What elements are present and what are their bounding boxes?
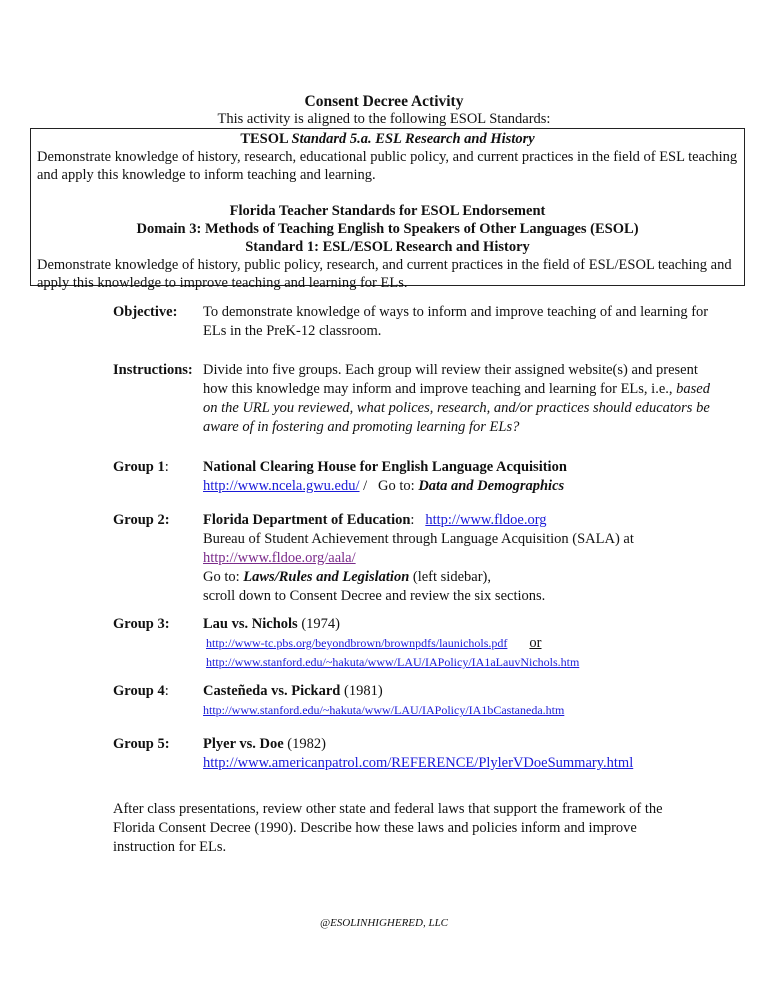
ncela-link[interactable]: http://www.ncela.gwu.edu/: [203, 478, 360, 494]
fl-text: Demonstrate knowledge of history, public policy, research, and current practices in the field of ESL/ESOL teaching and apply this knowledge to improve teaching and learning for ELs.: [37, 257, 732, 291]
tesol-text: Demonstrate knowledge of history, research, educational public policy, and current practices in the field of ESL teaching and apply this knowledge to inform teaching and learning.: [37, 149, 738, 183]
pbs-link[interactable]: http://www-tc.pbs.org/beyondbrown/brownpdfs/launichols.pdf: [206, 636, 508, 650]
objective-section: [113, 303, 713, 341]
objective-text: To demonstrate knowledge of ways to inform and improve teaching of and learning for ELs in the PreK-12 classroom.: [203, 304, 709, 339]
fldoe-link[interactable]: http://www.fldoe.org: [425, 512, 547, 528]
sala-text: Bureau of Student Achievement through Language Acquisition (SALA) at: [203, 531, 634, 547]
group-1-label: Group 1:: [113, 459, 169, 475]
group-2: Group 2: Florida Department of Education: http://www.fldoe.org Bureau of Student Achievement through Language Acquisition (SALA) at http://www.fldoe.org/aala/ Go to: Laws/Rules and Legislation (left sidebar), scroll down to Consent Decree and review the six sections.: [113, 511, 713, 606]
group-3-label: Group 3:: [113, 616, 170, 632]
group-3: Group 3: Lau vs. Nichols (1974) http://www-tc.pbs.org/beyondbrown/brownpdfs/launichols.pdf or http://www.stanford.edu/~hakuta/www/LAU/IAPolicy/IA1aLauvNichols.htm: [113, 616, 580, 669]
group-1-name: National Clearing House for English Language Acquisition: [203, 459, 567, 475]
instructions-label: Instructions:: [113, 362, 193, 378]
footer-credit: @ESOLINHIGHERED, LLC: [319, 917, 449, 929]
group-2-name: Florida Department of Education: [203, 512, 411, 528]
group-5-name: Plyer vs. Doe: [203, 736, 284, 752]
group-3-name: Lau vs. Nichols: [203, 616, 298, 632]
group-4-name: Casteñeda vs. Pickard: [203, 683, 341, 699]
or-text: or: [529, 635, 542, 651]
fl-standard: Standard 1: ESL/ESOL Research and History: [245, 239, 530, 255]
group-5-label: Group 5:: [113, 736, 170, 752]
group-4: Group 4: Casteñeda vs. Pickard (1981) http://www.stanford.edu/~hakuta/www/LAU/IAPolicy/IA1bCastaneda.htm: [113, 683, 565, 717]
scroll-instruction: scroll down to Consent Decree and review the six sections.: [203, 588, 546, 604]
tesol-heading: TESOL Standard 5.a. ESL Research and History: [240, 131, 535, 147]
group-4-label: Group 4:: [113, 683, 169, 699]
stanford-castaneda-link[interactable]: http://www.stanford.edu/~hakuta/www/LAU/IAPolicy/IA1bCastaneda.htm: [203, 703, 565, 717]
instructions-section: [113, 361, 713, 437]
closing-paragraph: After class presentations, review other state and federal laws that support the framework of the Florida Consent Decree (1990). Describe how these laws and policies inform and improve instruction for ELs.: [113, 801, 663, 855]
group-1: Group 1: National Clearing House for English Language Acquisition http://www.ncela.gwu.edu/ / Go to: Data and Demographics: [113, 458, 713, 496]
document-title: Consent Decree Activity: [304, 93, 464, 110]
fl-heading: Florida Teacher Standards for ESOL Endorsement: [229, 203, 546, 219]
stanford-lau-link[interactable]: http://www.stanford.edu/~hakuta/www/LAU/IAPolicy/IA1aLauvNichols.htm: [206, 655, 580, 669]
objective-label: Objective:: [113, 304, 178, 320]
instructions-text: Divide into five groups. Each group will review their assigned website(s) and present how this knowledge may inform and improve teaching and learning for ELs, i.e., based on the URL you reviewed, what polices, research, and/or practices should educators be aware of in fostering and promoting learning for ELs?: [203, 362, 710, 435]
standards-box: [30, 128, 745, 291]
group-2-label: Group 2:: [113, 512, 170, 528]
document-subtitle: This activity is aligned to the following ESOL Standards:: [217, 111, 551, 127]
fl-domain: Domain 3: Methods of Teaching English to Speakers of Other Languages (ESOL): [136, 221, 639, 237]
americanpatrol-link[interactable]: http://www.americanpatrol.com/REFERENCE/PlylerVDoeSummary.html: [203, 755, 634, 771]
fldoe-aala-link[interactable]: http://www.fldoe.org/aala/: [203, 550, 356, 566]
group-5: Group 5: Plyer vs. Doe (1982) http://www.americanpatrol.com/REFERENCE/PlylerVDoeSummary.html: [113, 736, 634, 771]
